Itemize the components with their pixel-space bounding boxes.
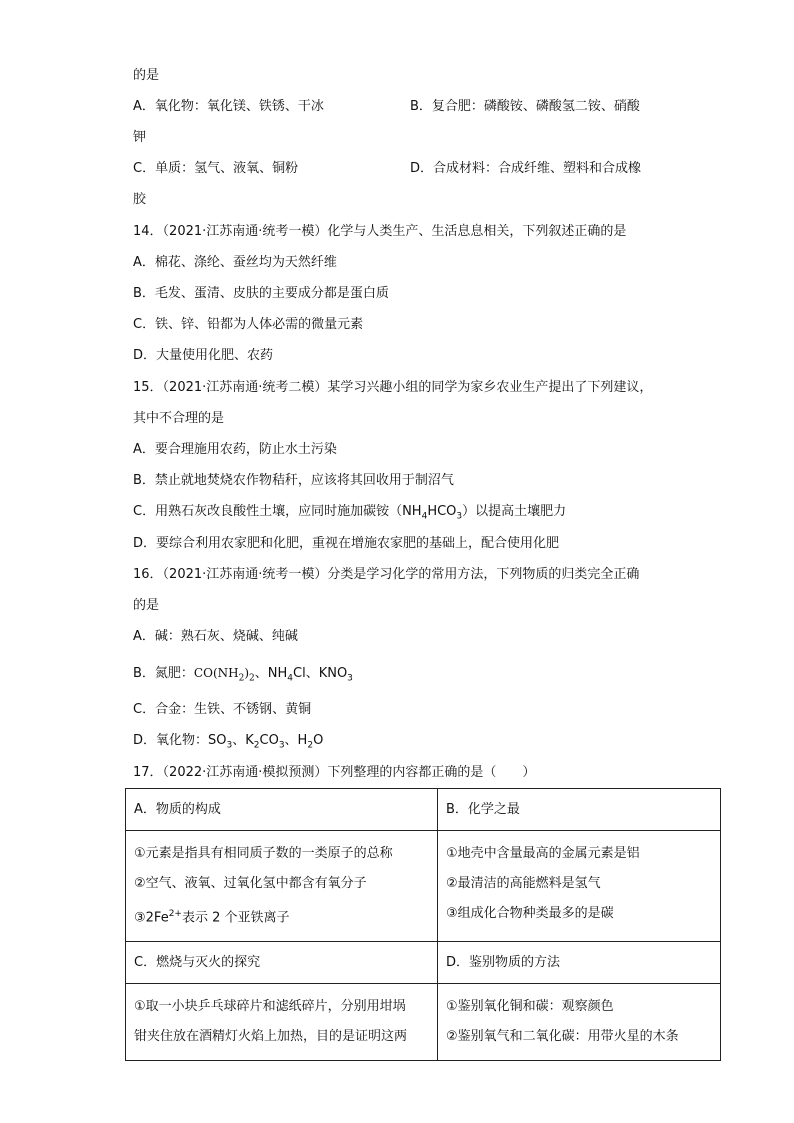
q16-option-a: A．碱：熟石灰、烧碱、纯碱 xyxy=(133,629,298,644)
q15-option-b: B．禁止就地焚烧农作物秸秆，应该将其回收用于制沼气 xyxy=(133,473,454,488)
q14-option-a: A．棉花、涤纶、蚕丝均为天然纤维 xyxy=(133,255,337,270)
q15-stem: 15．（2021·江苏南通·统考二模）某学习兴趣小组的同学为家乡农业生产提出了下列建议， xyxy=(133,380,653,395)
q15-option-a: A．要合理施用农药，防止水土污染 xyxy=(133,442,337,457)
q16-option-c: C．合金：生铁、不锈钢、黄铜 xyxy=(133,702,312,717)
table-cell-a xyxy=(126,831,438,942)
a-item-1: ①元素是指具有相同质子数的一类原子的总称 xyxy=(134,846,393,861)
table-head-b: B．化学之最 xyxy=(438,789,721,831)
table-head-d: D．鉴别物质的方法 xyxy=(438,942,721,984)
table-cell-c xyxy=(126,984,438,1061)
table-head-a: A．物质的构成 xyxy=(126,789,438,831)
c-item-1: ①取一小块乒乓球碎片和滤纸碎片，分别用坩埚 xyxy=(134,999,406,1015)
b-item-2: ②最清洁的高能燃料是氢气 xyxy=(446,876,601,891)
q14-option-c: C．铁、锌、铅都为人体必需的微量元素 xyxy=(133,317,364,332)
a-item-2: ②空气、液氧、过氧化氢中都含有氧分子 xyxy=(134,876,367,891)
urea-formula: $CO(NH_2)_2$ xyxy=(193,666,255,684)
q13-tail: 的是 xyxy=(133,68,160,83)
q16-option-d: D．氧化物：$SO_3$、$K_2CO_3$、$H_2O$ xyxy=(133,733,324,751)
q15-option-d: D．要综合利用农家肥和化肥，重视在增施农家肥的基础上，配合使用化肥 xyxy=(133,536,560,551)
q17-stem: 17．（2022·江苏南通·模拟预测）下列整理的内容都正确的是（ ） xyxy=(133,765,536,780)
q16-stem: 16．（2021·江苏南通·统考一模）分类是学习化学的常用方法，下列物质的归类完全正确 xyxy=(133,567,640,582)
q16-option-b: B．氮肥：$CO(NH_2)_2$、$NH_4Cl$、$KNO_3$ xyxy=(133,666,353,684)
q17-table xyxy=(125,788,721,1061)
b-item-3: ③组成化合物种类最多的是碳 xyxy=(446,906,614,921)
q13-option-b-wrap: 钾 xyxy=(133,130,147,145)
d-item-2: ②鉴别氧气和二氧化碳：用带火星的木条 xyxy=(446,1029,679,1045)
q14-option-b: B．毛发、蛋清、皮肤的主要成分都是蛋白质 xyxy=(133,286,389,301)
q15-option-c: C．用熟石灰改良酸性土壤，应同时施加碳铵$(NH_4HCO_3)$以提高土壤肥力 xyxy=(133,504,567,522)
q14-stem: 14．（2021·江苏南通·统考一模）化学与人类生产、生活息息相关，下列叙述正确的是 xyxy=(133,224,627,239)
q13-option-a: A．氧化物：氧化镁、铁锈、干冰 xyxy=(133,99,324,114)
table-cell-b xyxy=(438,831,721,942)
q13-option-d-wrap: 胶 xyxy=(133,192,147,207)
b-item-1: ①地壳中含量最高的金属元素是铝 xyxy=(446,846,640,861)
a-item-3: $③2Fe^{2+}$表示 2 个亚铁离子 xyxy=(134,909,290,926)
q16-stem-2: 的是 xyxy=(133,598,160,613)
d-item-1: ①鉴别氧化铜和碳：观察颜色 xyxy=(446,999,614,1015)
table-cell-d xyxy=(438,984,721,1061)
q13-option-b: B．复合肥：磷酸铵、磷酸氢二铵、硝酸 xyxy=(410,99,640,114)
q13-option-d: D．合成材料：合成纤维、塑料和合成橡 xyxy=(410,161,642,176)
table-head-c: C．燃烧与灭火的探究 xyxy=(126,942,438,984)
q14-option-d: D．大量使用化肥、农药 xyxy=(133,348,274,363)
q13-option-c: C．单质：氢气、液氧、铜粉 xyxy=(133,161,299,176)
q15-stem-2: 其中不合理的是 xyxy=(133,411,225,426)
c-item-1-cont: 钳夹住放在酒精灯火焰上加热，目的是证明这两 xyxy=(134,1029,408,1045)
